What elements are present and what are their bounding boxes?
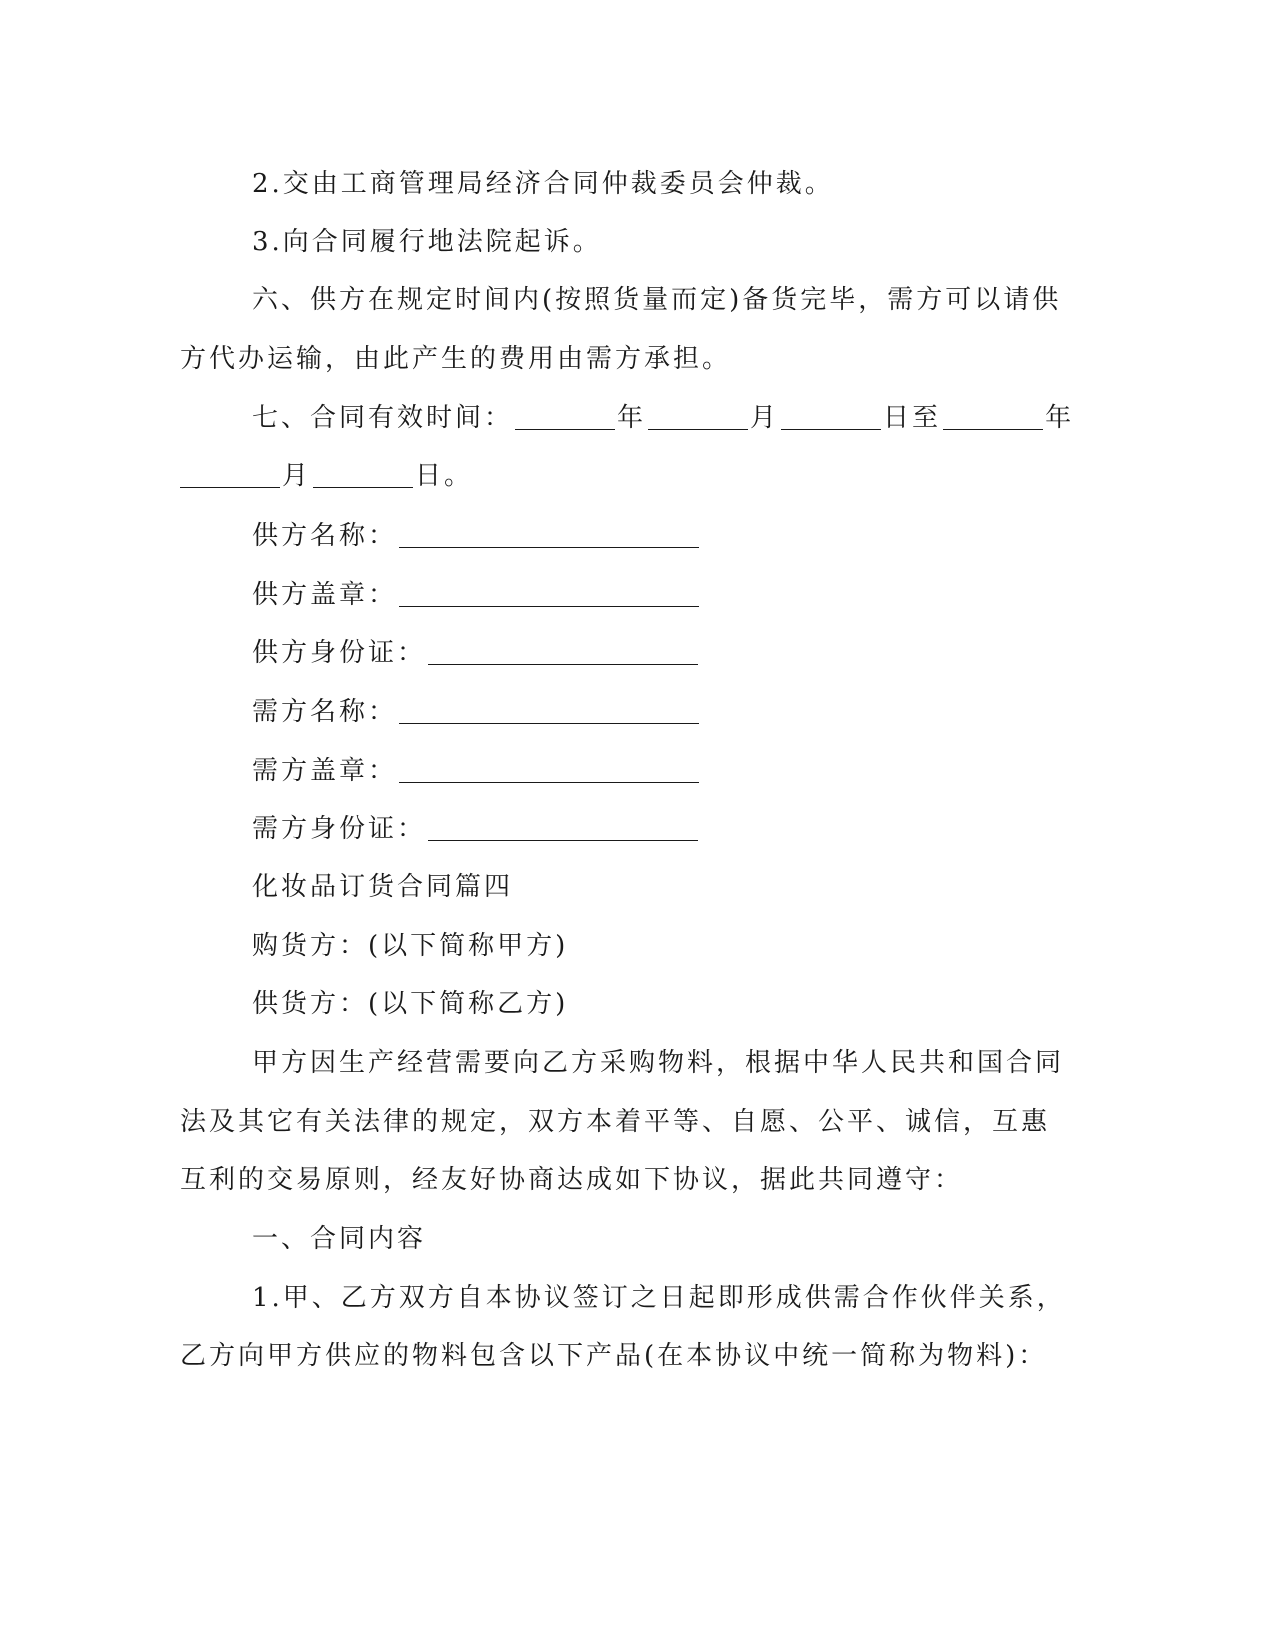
supplier-id-field [252, 635, 700, 671]
clause-6-line-2: 方代办运输，由此产生的费用由需方承担。 [180, 344, 732, 374]
lawsuit-item: 3.向合同履行地法院起诉。 [252, 227, 602, 257]
supplier-seal-blank[interactable] [399, 580, 699, 607]
intro-line-2: 法及其它有关法律的规定，双方本着平等、自愿、公平、诚信，互惠 [180, 1107, 1051, 1137]
supplier-seal-field [252, 577, 701, 613]
month-blank-1[interactable] [648, 403, 748, 430]
month-label-1: 月 [750, 403, 780, 433]
year-label-2: 年 [1045, 403, 1075, 433]
supplier-name-field [252, 518, 701, 554]
buyer-seal-field [252, 753, 701, 789]
year-label-1: 年 [617, 403, 647, 433]
supplier-id-label: 供方身份证： [252, 638, 427, 668]
clause-7-prefix: 七、合同有效时间： [252, 403, 514, 433]
heading-contract-content: 一、合同内容 [252, 1224, 427, 1254]
month-blank-2[interactable] [180, 461, 280, 488]
intro-line-3: 互利的交易原则，经友好协商达成如下协议，据此共同遵守： [180, 1165, 964, 1195]
year-blank-2[interactable] [943, 403, 1043, 430]
day-end-label: 日。 [415, 461, 474, 491]
buyer-id-blank[interactable] [428, 814, 698, 841]
content-1-line-2: 乙方向甲方供应的物料包含以下产品(在本协议中统一简称为物料)： [180, 1341, 1048, 1371]
supplier-name-blank[interactable] [399, 521, 699, 548]
month-label-2: 月 [282, 461, 312, 491]
section-title: 化妆品订货合同篇四 [252, 872, 514, 902]
clause-7-line-1 [252, 400, 1074, 436]
buyer-name-blank[interactable] [399, 697, 699, 724]
day-to-label: 日至 [883, 403, 942, 433]
buyer-id-field [252, 811, 700, 847]
content-1-line-1: 1.甲、乙方双方自本协议签订之日起即形成供需合作伙伴关系， [252, 1283, 1066, 1313]
supplier-id-blank[interactable] [428, 638, 698, 665]
year-blank-1[interactable] [515, 403, 615, 430]
intro-line-1: 甲方因生产经营需要向乙方采购物料，根据中华人民共和国合同 [252, 1048, 1065, 1078]
day-blank-1[interactable] [781, 403, 881, 430]
buyer-seal-label: 需方盖章： [252, 756, 398, 786]
buyer-party-line: 购货方：(以下简称甲方) [252, 931, 569, 961]
day-blank-2[interactable] [313, 461, 413, 488]
supplier-seal-label: 供方盖章： [252, 580, 398, 610]
buyer-seal-blank[interactable] [399, 756, 699, 783]
clause-6-line-1: 六、供方在规定时间内(按照货量而定)备货完毕，需方可以请供 [252, 285, 1062, 315]
supplier-party-line: 供货方：(以下简称乙方) [252, 989, 569, 1019]
arbitration-item: 2.交由工商管理局经济合同仲裁委员会仲裁。 [252, 169, 834, 199]
clause-7-line-2 [180, 458, 473, 494]
buyer-name-label: 需方名称： [252, 697, 398, 727]
buyer-id-label: 需方身份证： [252, 814, 427, 844]
buyer-name-field [252, 694, 701, 730]
supplier-name-label: 供方名称： [252, 521, 398, 551]
